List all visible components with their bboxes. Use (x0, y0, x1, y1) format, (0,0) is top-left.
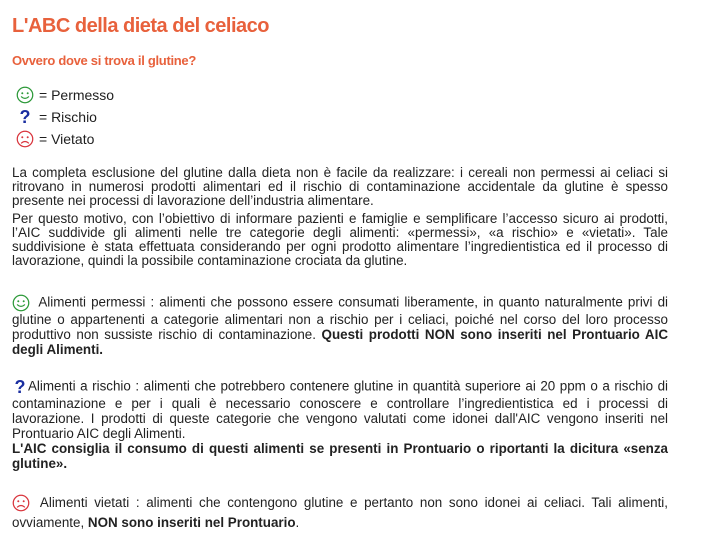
happy-face-icon (16, 86, 34, 104)
legend-label: = Vietato (39, 131, 95, 147)
legend-item-permesso (14, 84, 114, 106)
legend-label: = Rischio (39, 109, 97, 125)
intro-paragraph-2: Per questo motivo, con l’obiettivo di informare pazienti e famiglie e semplificare l’accesso sicuro ai prodotti, l’AIC suddivide gli alimenti nelle tre categorie degli alimenti: «permessi», «a rischio» e «vietati». Tale suddivisione è stata effettuata considerando per ogni prodotto alimentare l’ingredientistica ed il processo di lavorazione, quindi la possibile contaminazione crociata da glutine. (12, 211, 668, 268)
sad-face-icon (16, 130, 34, 148)
intro-paragraph-1: La completa esclusione del glutine dalla dieta non è facile da realizzare: i cereali non permessi ai celiaci si ritrovano in numerosi prodotti alimentari ed il rischio di contaminazione accidentale da glutine è spesso presente nei processi di lavorazione dell’industria alimentare. (12, 165, 668, 208)
legend (14, 84, 114, 150)
category-vietati (12, 493, 668, 533)
category-text: Alimenti a rischio : alimenti che potrebbero contenere glutine in quantità superiore ai 20 ppm o a rischio di contaminazione e per i quali è necessario conoscere e controllare l’ingredientistica ed i processi di lavorazione. I prodotti di queste categorie che vengono valutati come idonei dall'AIC vengono inseriti nel Prontuario AIC degli Alimenti. (12, 378, 668, 441)
legend-item-rischio (14, 106, 114, 128)
category-note: L'AIC consiglia il consumo di questi alimenti se presenti in Prontuario o riportanti la dicitura «senza glutine». (12, 441, 668, 471)
legend-label: = Permesso (39, 87, 115, 103)
page-subtitle: Ovvero dove si trova il glutine? (12, 53, 197, 68)
category-tail: . (295, 515, 300, 530)
happy-face-icon (12, 294, 30, 312)
page-title: L'ABC della dieta del celiaco (12, 15, 270, 37)
category-note: NON sono inseriti nel Prontuario (87, 515, 296, 530)
category-note: Questi prodotti NON sono inseriti nel Prontuario AIC degli Alimenti. (12, 327, 668, 357)
question-mark-icon: ? (19, 107, 31, 127)
question-mark-icon: ? (14, 377, 26, 397)
category-permessi (12, 294, 668, 357)
sad-face-icon (12, 494, 30, 512)
category-text: Alimenti permessi : alimenti che possono essere consumati liberamente, in quanto naturalmente privi di glutine o appartenenti a categorie alimentari non a rischio per i celiaci, poiché nel corso del loro processo produttivo non sussiste rischio di contaminazione. (12, 294, 668, 342)
legend-item-vietato (14, 128, 114, 150)
category-rischio (12, 378, 668, 471)
category-text: Alimenti vietati : alimenti che contengono glutine e pertanto non sono idonei ai celiaci. Tali alimenti, ovviamente, (12, 495, 668, 530)
